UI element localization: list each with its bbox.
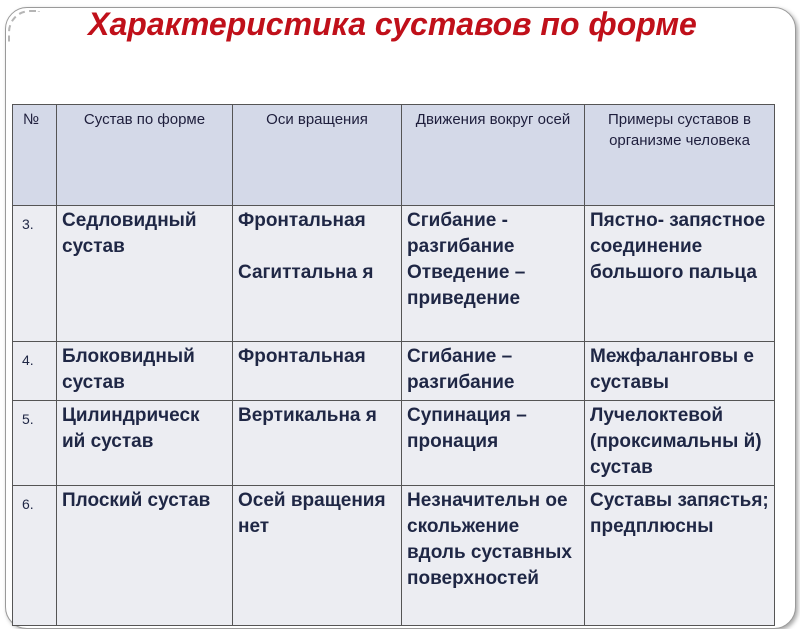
table-row <box>13 486 775 626</box>
joints-table <box>12 104 775 626</box>
axis-item: Сагиттальна я <box>238 262 374 283</box>
axis-item: Вертикальна я <box>238 405 377 426</box>
movements: Сгибание – разгибание <box>402 342 585 401</box>
header-movements: Движения вокруг осей <box>402 105 585 206</box>
row-number: 5. <box>13 401 57 486</box>
rotation-axes <box>233 401 402 486</box>
header-joint-shape: Сустав по форме <box>57 105 233 206</box>
joint-name: Плоский сустав <box>57 486 233 626</box>
table-row <box>13 401 775 486</box>
movements: Незначительн ое скольжение вдоль суставных поверхностей <box>402 486 585 626</box>
joint-name: Седловидный сустав <box>57 206 233 342</box>
row-number: 3. <box>13 206 57 342</box>
header-examples: Примеры суставов в организме человека <box>585 105 775 206</box>
table-header-row <box>13 105 775 206</box>
slide-title: Характеристика суставов по форме <box>88 6 697 42</box>
joint-name: Блоковидный сустав <box>57 342 233 401</box>
examples: Лучелоктевой (проксимальны й) сустав <box>585 401 775 486</box>
examples: Межфаланговы е суставы <box>585 342 775 401</box>
rotation-axes <box>233 206 402 342</box>
header-number: № <box>13 105 57 206</box>
rotation-axes <box>233 342 402 401</box>
header-rotation-axes: Оси вращения <box>233 105 402 206</box>
row-number: 4. <box>13 342 57 401</box>
movements: Сгибание - разгибание Отведение – приведение <box>402 206 585 342</box>
axis-item: Фронтальная <box>238 210 366 231</box>
examples: Пястно- запястное соединение большого пальца <box>585 206 775 342</box>
axis-item: Осей вращения нет <box>238 490 386 537</box>
axis-item: Фронтальная <box>238 346 366 367</box>
rotation-axes <box>233 486 402 626</box>
table-row <box>13 342 775 401</box>
joint-name: Цилиндрическ ий сустав <box>57 401 233 486</box>
movements: Супинация – пронация <box>402 401 585 486</box>
examples: Суставы запястья; предплюсны <box>585 486 775 626</box>
row-number: 6. <box>13 486 57 626</box>
table-row <box>13 206 775 342</box>
